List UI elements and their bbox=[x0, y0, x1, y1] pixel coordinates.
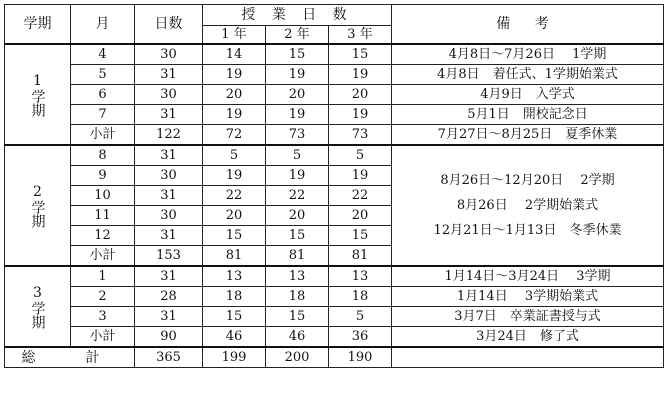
term-label: 3学期 bbox=[5, 266, 71, 347]
grade2-cell: 22 bbox=[266, 186, 329, 206]
grade1-cell: 13 bbox=[203, 266, 266, 287]
note-line: 8月26日 2学期始業式 bbox=[456, 198, 599, 213]
grand-total-label: 総 計 bbox=[5, 347, 135, 368]
grade3-cell: 20 bbox=[329, 206, 392, 226]
grade1-cell: 5 bbox=[203, 145, 266, 166]
month-cell: 11 bbox=[71, 206, 135, 226]
note-line: 7月27日～8月25日 夏季休業 bbox=[392, 125, 664, 146]
grade3-cell: 19 bbox=[329, 166, 392, 186]
term2-notes bbox=[392, 145, 664, 266]
header-month: 月 bbox=[71, 5, 135, 45]
grade3-cell: 20 bbox=[329, 85, 392, 105]
month-cell: 6 bbox=[71, 85, 135, 105]
grade3-cell: 22 bbox=[329, 186, 392, 206]
month-cell: 5 bbox=[71, 65, 135, 85]
days-cell: 30 bbox=[135, 206, 203, 226]
subtotal-label: 小計 bbox=[71, 246, 135, 267]
total-days-cell: 365 bbox=[135, 347, 203, 368]
table-row bbox=[5, 85, 664, 105]
month-cell: 10 bbox=[71, 186, 135, 206]
note-line: 4月9日 入学式 bbox=[392, 85, 664, 105]
grade1-cell: 19 bbox=[203, 166, 266, 186]
grade3-cell: 15 bbox=[329, 226, 392, 246]
note-line: 12月21日～1月13日 冬季休業 bbox=[433, 223, 622, 238]
note-line: 1月14日 3学期始業式 bbox=[392, 287, 664, 307]
header-grade-1: 1 年 bbox=[203, 26, 266, 45]
days-cell: 31 bbox=[135, 105, 203, 125]
month-cell: 9 bbox=[71, 166, 135, 186]
total-grade1-cell: 199 bbox=[203, 347, 266, 368]
month-cell: 7 bbox=[71, 105, 135, 125]
days-cell: 30 bbox=[135, 44, 203, 65]
table-row bbox=[5, 145, 664, 166]
grade2-cell: 15 bbox=[266, 44, 329, 65]
term-label: 1学期 bbox=[5, 44, 71, 145]
grade3-cell: 73 bbox=[329, 125, 392, 146]
days-cell: 31 bbox=[135, 186, 203, 206]
table-row bbox=[5, 307, 664, 327]
term-label: 2学期 bbox=[5, 145, 71, 266]
note-line: 4月8日～7月26日 1学期 bbox=[392, 44, 664, 65]
grade2-cell: 20 bbox=[266, 206, 329, 226]
total-grade3-cell: 190 bbox=[329, 347, 392, 368]
grade1-cell: 15 bbox=[203, 307, 266, 327]
header-grade-2: 2 年 bbox=[266, 26, 329, 45]
note-line: 4月8日 着任式、1学期始業式 bbox=[392, 65, 664, 85]
school-calendar-table-container bbox=[4, 4, 663, 398]
month-cell: 1 bbox=[71, 266, 135, 287]
grand-total-row bbox=[5, 347, 664, 368]
grade3-cell: 13 bbox=[329, 266, 392, 287]
grade1-cell: 72 bbox=[203, 125, 266, 146]
table-row bbox=[5, 287, 664, 307]
grade1-cell: 22 bbox=[203, 186, 266, 206]
grade1-cell: 18 bbox=[203, 287, 266, 307]
table-row bbox=[5, 266, 664, 287]
grade3-cell: 5 bbox=[329, 307, 392, 327]
grade3-cell: 19 bbox=[329, 65, 392, 85]
grade1-cell: 20 bbox=[203, 85, 266, 105]
note-line: 3月24日 修了式 bbox=[392, 327, 664, 348]
total-notes-cell bbox=[392, 347, 664, 368]
grade3-cell: 19 bbox=[329, 105, 392, 125]
days-cell: 153 bbox=[135, 246, 203, 267]
grade2-cell: 73 bbox=[266, 125, 329, 146]
table-row bbox=[5, 105, 664, 125]
grade1-cell: 46 bbox=[203, 327, 266, 348]
grade2-cell: 18 bbox=[266, 287, 329, 307]
grade2-cell: 81 bbox=[266, 246, 329, 267]
grade1-cell: 19 bbox=[203, 65, 266, 85]
grade1-cell: 20 bbox=[203, 206, 266, 226]
table-row bbox=[5, 65, 664, 85]
subtotal-label: 小計 bbox=[71, 327, 135, 348]
days-cell: 31 bbox=[135, 65, 203, 85]
note-line: 1月14日～3月24日 3学期 bbox=[392, 266, 664, 287]
subtotal-row bbox=[5, 327, 664, 348]
grade2-cell: 19 bbox=[266, 105, 329, 125]
grade2-cell: 19 bbox=[266, 166, 329, 186]
header-grade-3: 3 年 bbox=[329, 26, 392, 45]
month-cell: 3 bbox=[71, 307, 135, 327]
days-cell: 31 bbox=[135, 266, 203, 287]
header-days: 日数 bbox=[135, 5, 203, 45]
days-cell: 30 bbox=[135, 166, 203, 186]
note-line: 8月26日～12月20日 2学期 bbox=[440, 173, 615, 188]
table-row bbox=[5, 44, 664, 65]
days-cell: 122 bbox=[135, 125, 203, 146]
header-row-top bbox=[5, 5, 664, 26]
days-cell: 90 bbox=[135, 327, 203, 348]
grade2-cell: 19 bbox=[266, 65, 329, 85]
grade2-cell: 13 bbox=[266, 266, 329, 287]
grade1-cell: 81 bbox=[203, 246, 266, 267]
subtotal-label: 小計 bbox=[71, 125, 135, 146]
grade1-cell: 19 bbox=[203, 105, 266, 125]
note-line: 5月1日 開校記念日 bbox=[392, 105, 664, 125]
grade3-cell: 36 bbox=[329, 327, 392, 348]
days-cell: 30 bbox=[135, 85, 203, 105]
header-notes: 備 考 bbox=[392, 5, 664, 45]
month-cell: 12 bbox=[71, 226, 135, 246]
school-calendar-table bbox=[4, 4, 664, 368]
grade3-cell: 18 bbox=[329, 287, 392, 307]
subtotal-row bbox=[5, 125, 664, 146]
header-class-days: 授 業 日 数 bbox=[203, 5, 392, 26]
grade1-cell: 15 bbox=[203, 226, 266, 246]
month-cell: 8 bbox=[71, 145, 135, 166]
month-cell: 4 bbox=[71, 44, 135, 65]
month-cell: 2 bbox=[71, 287, 135, 307]
grade2-cell: 15 bbox=[266, 307, 329, 327]
grade2-cell: 46 bbox=[266, 327, 329, 348]
header-term: 学期 bbox=[5, 5, 71, 45]
grade1-cell: 14 bbox=[203, 44, 266, 65]
days-cell: 31 bbox=[135, 145, 203, 166]
days-cell: 31 bbox=[135, 307, 203, 327]
grade3-cell: 5 bbox=[329, 145, 392, 166]
grade2-cell: 15 bbox=[266, 226, 329, 246]
grade3-cell: 81 bbox=[329, 246, 392, 267]
total-grade2-cell: 200 bbox=[266, 347, 329, 368]
grade3-cell: 15 bbox=[329, 44, 392, 65]
note-line: 3月7日 卒業証書授与式 bbox=[392, 307, 664, 327]
days-cell: 31 bbox=[135, 226, 203, 246]
days-cell: 28 bbox=[135, 287, 203, 307]
grade2-cell: 5 bbox=[266, 145, 329, 166]
grade2-cell: 20 bbox=[266, 85, 329, 105]
